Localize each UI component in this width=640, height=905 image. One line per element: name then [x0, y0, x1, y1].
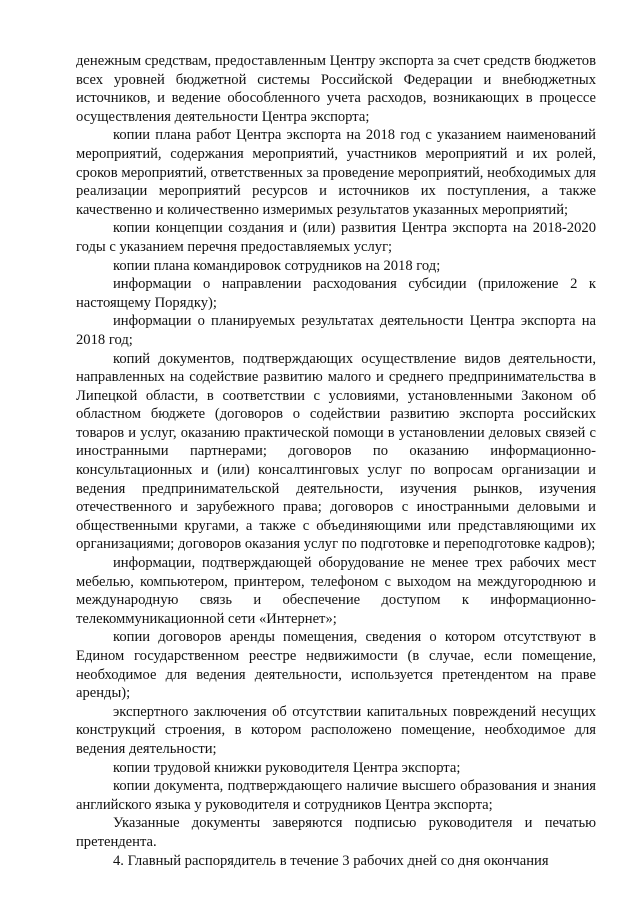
paragraph-expert-conclusion: экспертного заключения об отсутствии капитальных повреждений несущих конструкций строения, в котором расположено помещение, необходимое для ведения деятельности;	[76, 703, 596, 757]
paragraph-funds-accounting: денежным средствам, предоставленным Центру экспорта за счет средств бюджетов всех уровней бюджетной системы Российской Федерации и внебюджетных источников, и ведение обособленного учета расходов, возникающих в процессе осуществления деятельности Центра экспорта;	[76, 53, 596, 125]
paragraph-certification: Указанные документы заверяются подписью руководителя и печатью претендента.	[76, 815, 596, 850]
paragraph-employment-record: копии трудовой книжки руководителя Центра экспорта;	[113, 759, 461, 776]
paragraph-business-trips: копии плана командировок сотрудников на 2018 год;	[113, 257, 441, 274]
paragraph-workplaces: информации, подтверждающей оборудование не менее трех рабочих мест мебелью, компьютером, принтером, телефоном с выходом на междугороднюю и международную связь и обеспечение доступом к информационно-телекоммуникационной сети «Интернет»;	[76, 555, 596, 627]
paragraph-planned-results: информации о планируемых результатах деятельности Центра экспорта на 2018 год;	[76, 313, 596, 348]
paragraph-education: копии документа, подтверждающего наличие высшего образования и знания английского языка у руководителя и сотрудников Центра экспорта;	[76, 778, 596, 813]
paragraph-item-4: 4. Главный распорядитель в течение 3 рабочих дней со дня окончания	[113, 852, 549, 869]
paragraph-activity-documents: копий документов, подтверждающих осуществление видов деятельности, направленных на содействие развитию малого и среднего предпринимательства в Липецкой области, в соответствии с условиями, установленными Законом об областном бюджете (договоров о содействии развитию экспорта российских товаров и услуг, оказанию практической помощи в установлении деловых связей с иностранными партнерами; договоров по оказанию информационно-консультационных и (или) консалтинговых услуг по вопросам организации и ведения предпринимательской деятельности, изучения рынков, изучения отечественного и зарубежного права; договоров с иностранными деловыми и общественными кругами, а также с объединяющими или представляющими их организациями; договоров оказания услуг по подготовке и переподготовке кадров);	[76, 350, 596, 553]
paragraph-subsidy-spending: информации о направлении расходования субсидии (приложение 2 к настоящему Порядку);	[76, 276, 596, 311]
paragraph-lease: копии договоров аренды помещения, сведения о котором отсутствуют в Едином государственном реестре недвижимости (в случае, если помещение, необходимое для ведения деятельности, используется претендентом на праве аренды);	[76, 629, 596, 702]
paragraph-work-plan: копии плана работ Центра экспорта на 2018 год с указанием наименований мероприятий, содержания мероприятий, участников мероприятий и их ролей, сроков мероприятий, ответственных за проведение мероприятий, необходимых для реализации мероприятий ресурсов и источников их поступления, а также качественно и количественно измеримых результатов указанных мероприятий;	[76, 127, 596, 218]
document-body	[76, 52, 596, 870]
paragraph-concept: копии концепции создания и (или) развития Центра экспорта на 2018-2020 годы с указанием перечня предоставляемых услуг;	[76, 220, 596, 255]
